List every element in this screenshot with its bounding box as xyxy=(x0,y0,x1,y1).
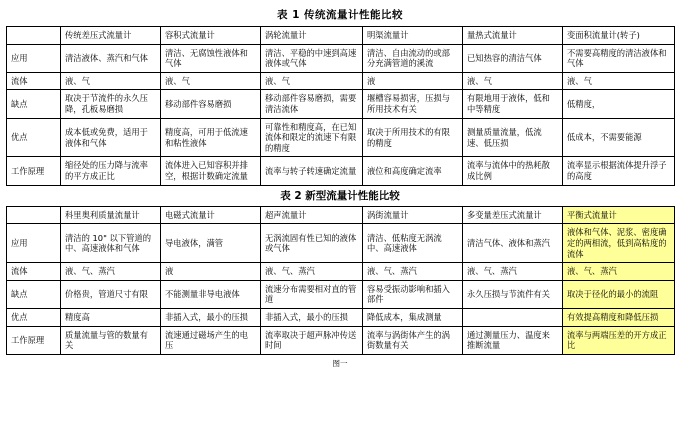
table-cell: 清洁、无腐蚀性液体和气体 xyxy=(161,44,261,72)
table-2-row-label: 优点 xyxy=(7,308,61,326)
table-cell: 移动部件容易磨损，需要清洁流体 xyxy=(261,90,363,118)
table-cell: 液、气、蒸汽 xyxy=(261,263,363,281)
table-2-col-header: 科里奥利质量流量计 xyxy=(61,206,161,224)
table-row xyxy=(7,90,675,118)
table-cell: 液、气、蒸汽 xyxy=(61,263,161,281)
table-1-col-header: 明渠流量计 xyxy=(363,27,463,45)
table-cell: 取决于节流件的永久压降，孔板易磨损 xyxy=(61,90,161,118)
table-cell: 低成本，不需要能源 xyxy=(563,118,675,157)
table-cell: 导电液体，满管 xyxy=(161,224,261,263)
table-cell: 降低成本，集成测量 xyxy=(363,308,463,326)
table-row xyxy=(7,157,675,185)
table-2-wrapper xyxy=(6,186,674,355)
table-row xyxy=(7,326,675,354)
table-cell: 价格贵，管道尺寸有限 xyxy=(61,280,161,308)
table-cell: 测量质量流量，低流速、低压损 xyxy=(463,118,563,157)
table-cell: 液 xyxy=(363,72,463,90)
table-cell: 液、气、蒸汽 xyxy=(463,263,563,281)
table-1-col-header: 变面积流量计(转子) xyxy=(563,27,675,45)
table-1-row-label: 缺点 xyxy=(7,90,61,118)
table-1-row-label: 优点 xyxy=(7,118,61,157)
table-2-row-label: 应用 xyxy=(7,224,61,263)
table-2-col-header: 涡街流量计 xyxy=(363,206,463,224)
table-cell: 精度高 xyxy=(61,308,161,326)
table-cell: 移动部件容易磨损 xyxy=(161,90,261,118)
table-cell: 清洁气体、液体和蒸汽 xyxy=(463,224,563,263)
table-2-row-label: 工作原理 xyxy=(7,326,61,354)
table-cell: 无涡流固有性已知的液体或气体 xyxy=(261,224,363,263)
table-cell: 流率显示根据流体提升浮子的高度 xyxy=(563,157,675,185)
table-cell: 非插入式，最小的压损 xyxy=(261,308,363,326)
table-row xyxy=(7,308,675,326)
table-cell: 流速通过磁场产生的电压 xyxy=(161,326,261,354)
table-1-corner-cell xyxy=(7,27,61,45)
table-cell: 流速分布需要相对直的管道 xyxy=(261,280,363,308)
table-cell: 液、气、蒸汽 xyxy=(363,263,463,281)
footnote: 图一 xyxy=(332,358,348,368)
table-1-col-header: 涡轮流量计 xyxy=(261,27,363,45)
table-cell-highlighted: 有效提高精度和降低压损 xyxy=(563,308,675,326)
table-cell: 可靠性和精度高，在已知流体和限定的流速下有限的精度 xyxy=(261,118,363,157)
table-cell: 不需要高精度的清洁液体和气体 xyxy=(563,44,675,72)
table-2-col-header: 超声流量计 xyxy=(261,206,363,224)
table-cell: 非插入式，最小的压损 xyxy=(161,308,261,326)
table-cell: 清洁的 10" 以下管道的中、高速液体和气体 xyxy=(61,224,161,263)
table-cell: 不能测量非导电液体 xyxy=(161,280,261,308)
table-cell: 取决于所用技术的有限的精度 xyxy=(363,118,463,157)
table-2-row-label: 流体 xyxy=(7,263,61,281)
table-cell-highlighted: 液、气、蒸汽 xyxy=(563,263,675,281)
table-1-wrapper xyxy=(6,4,674,186)
table-cell: 清洁、自由流动的或部分充满管道的溪流 xyxy=(363,44,463,72)
table-1-row-label: 应用 xyxy=(7,44,61,72)
table-cell-highlighted: 流率与两端压差的开方成正比 xyxy=(563,326,675,354)
table-2-corner-cell xyxy=(7,206,61,224)
table-row xyxy=(7,44,675,72)
table-cell: 精度高，可用于低流速和粘性液体 xyxy=(161,118,261,157)
table-cell: 液 xyxy=(161,263,261,281)
table-2-header-row xyxy=(7,206,675,224)
table-cell: 容易受振动影响和插入部件 xyxy=(363,280,463,308)
table-cell: 液、气 xyxy=(61,72,161,90)
table-1 xyxy=(6,26,675,186)
table-cell: 堰槽容易损害，压损与所用技术有关 xyxy=(363,90,463,118)
table-1-caption: 表 1 传统流量计性能比较 xyxy=(276,9,404,21)
table-cell: 永久压损与节流件有关 xyxy=(463,280,563,308)
table-cell xyxy=(463,308,563,326)
table-row xyxy=(7,280,675,308)
table-cell: 液位和高度确定流率 xyxy=(363,157,463,185)
table-1-col-header: 传统差压式流量计 xyxy=(61,27,161,45)
table-cell-highlighted: 取决于径化的最小的流阻 xyxy=(563,280,675,308)
table-1-row-label: 工作原理 xyxy=(7,157,61,185)
table-cell: 流率与转子转速确定流量 xyxy=(261,157,363,185)
table-cell: 清洁、平稳的中速到高速液体或气体 xyxy=(261,44,363,72)
table-cell: 低精度， xyxy=(563,90,675,118)
table-cell: 已知热容的清洁气体 xyxy=(463,44,563,72)
table-cell: 质量流量与管的数量有关 xyxy=(61,326,161,354)
table-1-header-row xyxy=(7,27,675,45)
table-cell: 成本低或免费，适用于液体和气体 xyxy=(61,118,161,157)
table-1-col-header: 容积式流量计 xyxy=(161,27,261,45)
table-2-caption: 表 2 新型流量计性能比较 xyxy=(280,189,400,202)
table-cell: 流体进入已知容积并排空，根据计数确定流量 xyxy=(161,157,261,185)
table-cell: 有限地用于液体，低和中等精度 xyxy=(463,90,563,118)
table-row xyxy=(7,72,675,90)
table-2-col-header: 多变量差压式流量计 xyxy=(463,206,563,224)
table-cell: 通过测量压力、温度来推断流量 xyxy=(463,326,563,354)
table-2-col-header: 电磁式流量计 xyxy=(161,206,261,224)
table-row xyxy=(7,118,675,157)
table-2-col-header-highlighted: 平衡式流量计 xyxy=(563,206,675,224)
table-row xyxy=(7,263,675,281)
table-cell: 液、气 xyxy=(463,72,563,90)
table-cell: 缩径处的压力降与流率的平方成正比 xyxy=(61,157,161,185)
table-1-row-label: 流体 xyxy=(7,72,61,90)
table-2-row-label: 缺点 xyxy=(7,280,61,308)
table-cell: 液、气 xyxy=(261,72,363,90)
table-cell: 清洁、低粘度无涡流中、高速液体 xyxy=(363,224,463,263)
table-cell: 清洁液体、蒸汽和气体 xyxy=(61,44,161,72)
table-cell-highlighted: 液体和气体、泥浆、密度确定的两相流，低到高粘度的流体 xyxy=(563,224,675,263)
table-2 xyxy=(6,206,675,355)
table-row xyxy=(7,224,675,263)
table-cell: 流率与流体中的热耗散成比例 xyxy=(463,157,563,185)
table-cell: 液、气 xyxy=(161,72,261,90)
table-cell: 液、气 xyxy=(563,72,675,90)
table-cell: 流率取决于超声脉冲传送时间 xyxy=(261,326,363,354)
table-cell: 流率与涡街体产生的涡街数量有关 xyxy=(363,326,463,354)
table-1-col-header: 量热式流量计 xyxy=(463,27,563,45)
